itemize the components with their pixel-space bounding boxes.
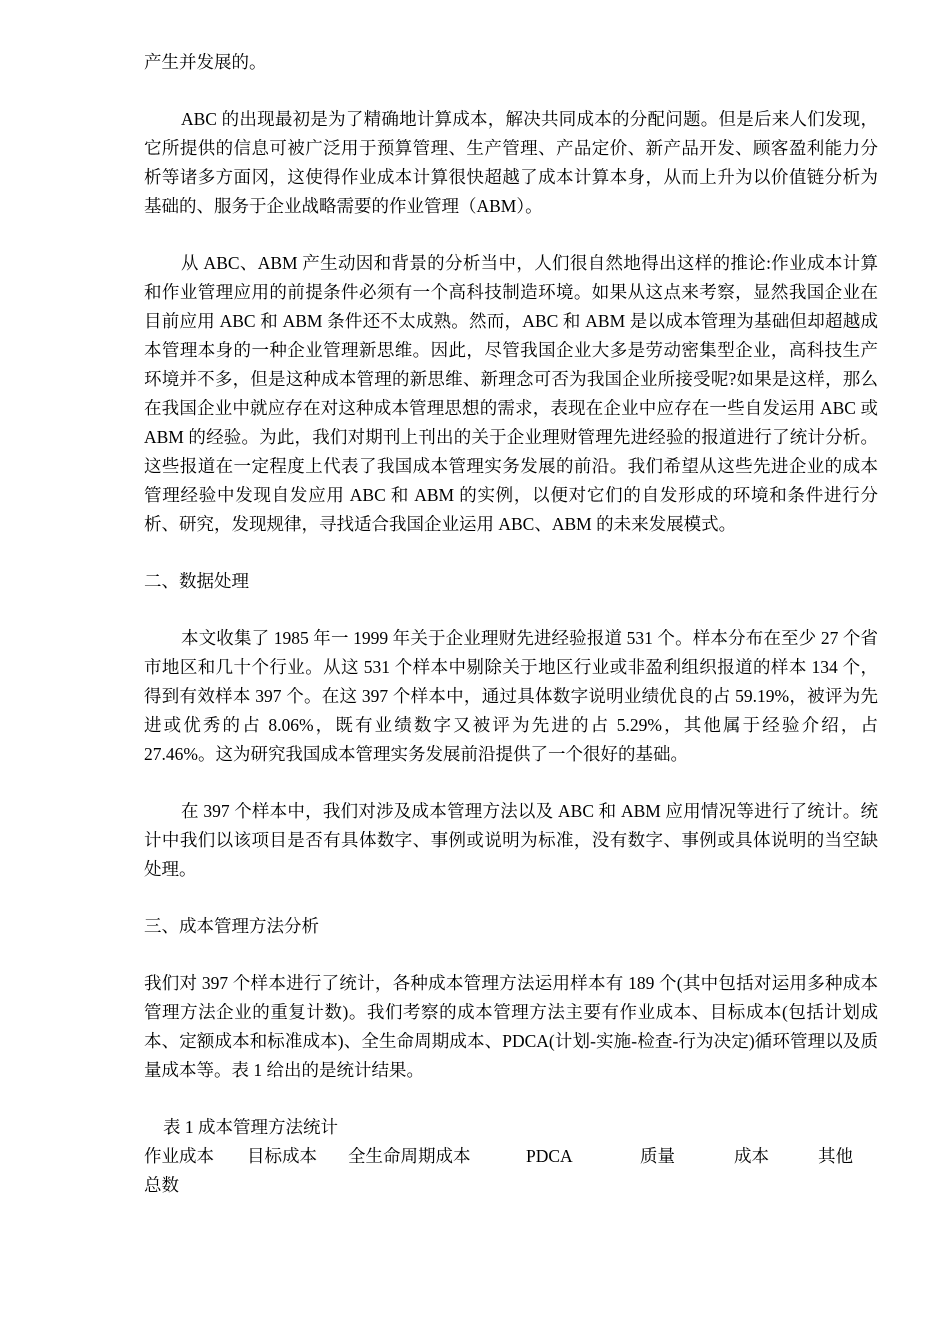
- table-header-cell: 全生命周期成本: [348, 1146, 471, 1166]
- section-heading-data-processing: 二、数据处理: [144, 571, 249, 591]
- table-header-cell: PDCA: [526, 1146, 573, 1166]
- paragraph-statistics-method: 在 397 个样本中，我们对涉及成本管理方法以及 ABC 和 ABM 应用情况等进行了统计。统计中我们以该项目是否有具体数字、事例或说明为标准，没有数字、事例或具体说明的当空缺处理。: [144, 801, 878, 879]
- paragraph-intro-tail: 产生并发展的。: [144, 52, 267, 72]
- table-header-cell: 其他: [818, 1146, 853, 1166]
- table-row-total-label: 总数: [144, 1175, 179, 1195]
- paragraph-abc-abm-inference: 从 ABC、ABM 产生动因和背景的分析当中，人们很自然地得出这样的推论:作业成本计算和作业管理应用的前提条件必须有一个高科技制造环境。如果从这点来考察，显然我国企业在目前应用 ABC 和 ABM 条件还不太成熟。然而，ABC 和 ABM 是以成本管理为基础但却超越成本管理本身的一种企业管理新思维。因此，尽管我国企业大多是劳动密集型企业，高科技生产环境并不多，但是这种成本管理的新思维、新理念可否为我国企业所接受呢?如果是这样，那么在我国企业中就应存在对这种成本管理思想的需求，表现在企业中应存在一些自发运用 ABC 或 ABM 的经验。为此，我们对期刊上刊出的关于企业理财管理先进经验的报道进行了统计分析。这些报道在一定程度上代表了我国成本管理实务发展的前沿。我们希望从这些先进企业的成本管理经验中发现自发应用 ABC 和 ABM 的实例，以便对它们的自发形成的环境和条件进行分析、研究，发现规律，寻找适合我国企业运用 ABC、ABM 的未来发展模式。: [144, 253, 878, 534]
- document-body: [144, 48, 878, 1200]
- paragraph-abc-origin: ABC 的出现最初是为了精确地计算成本，解决共同成本的分配问题。但是后来人们发现，它所提供的信息可被广泛用于预算管理、生产管理、产品定价、新产品开发、顾客盈利能力分析等诸多方面冈，这使得作业成本计算很快超越了成本计算本身，从而上升为以价值链分析为基础的、服务于企业战略需要的作业管理（ABM）。: [144, 109, 878, 216]
- table-header-cell: 成本: [734, 1146, 769, 1166]
- table-caption: 表 1 成本管理方法统计: [163, 1117, 338, 1137]
- paragraph-cost-methods-stats: 我们对 397 个样本进行了统计，各种成本管理方法运用样本有 189 个(其中包括对运用多种成本管理方法企业的重复计数)。我们考察的成本管理方法主要有作业成本、目标成本(包括计划成本、定额成本和标准成本)、全生命周期成本、PDCA(计划-实施-检查-行为决定)循环管理以及质量成本等。表 1 给出的是统计结果。: [144, 973, 878, 1080]
- table-header-cell: 质量: [640, 1146, 675, 1166]
- table-header-cell: 作业成本: [144, 1146, 214, 1166]
- table-header-row: [144, 1142, 878, 1171]
- paragraph-sample-collection: 本文收集了 1985 年一 1999 年关于企业理财先进经验报道 531 个。样本分布在至少 27 个省市地区和几十个行业。从这 531 个样本中剔除关于地区行业或非盈利组织报道的样本 134 个，得到有效样本 397 个。在这 397 个样本中，通过具体数字说明业绩优良的占 59.19%，被评为先进或优秀的占 8.06%，既有业绩数字又被评为先进的占 5.29%，其他属于经验介绍，占 27.46%。这为研究我国成本管理实务发展前沿提供了一个很好的基础。: [144, 628, 878, 764]
- section-heading-cost-methods: 三、成本管理方法分析: [144, 916, 319, 936]
- table-header-cell: 目标成本: [247, 1146, 317, 1166]
